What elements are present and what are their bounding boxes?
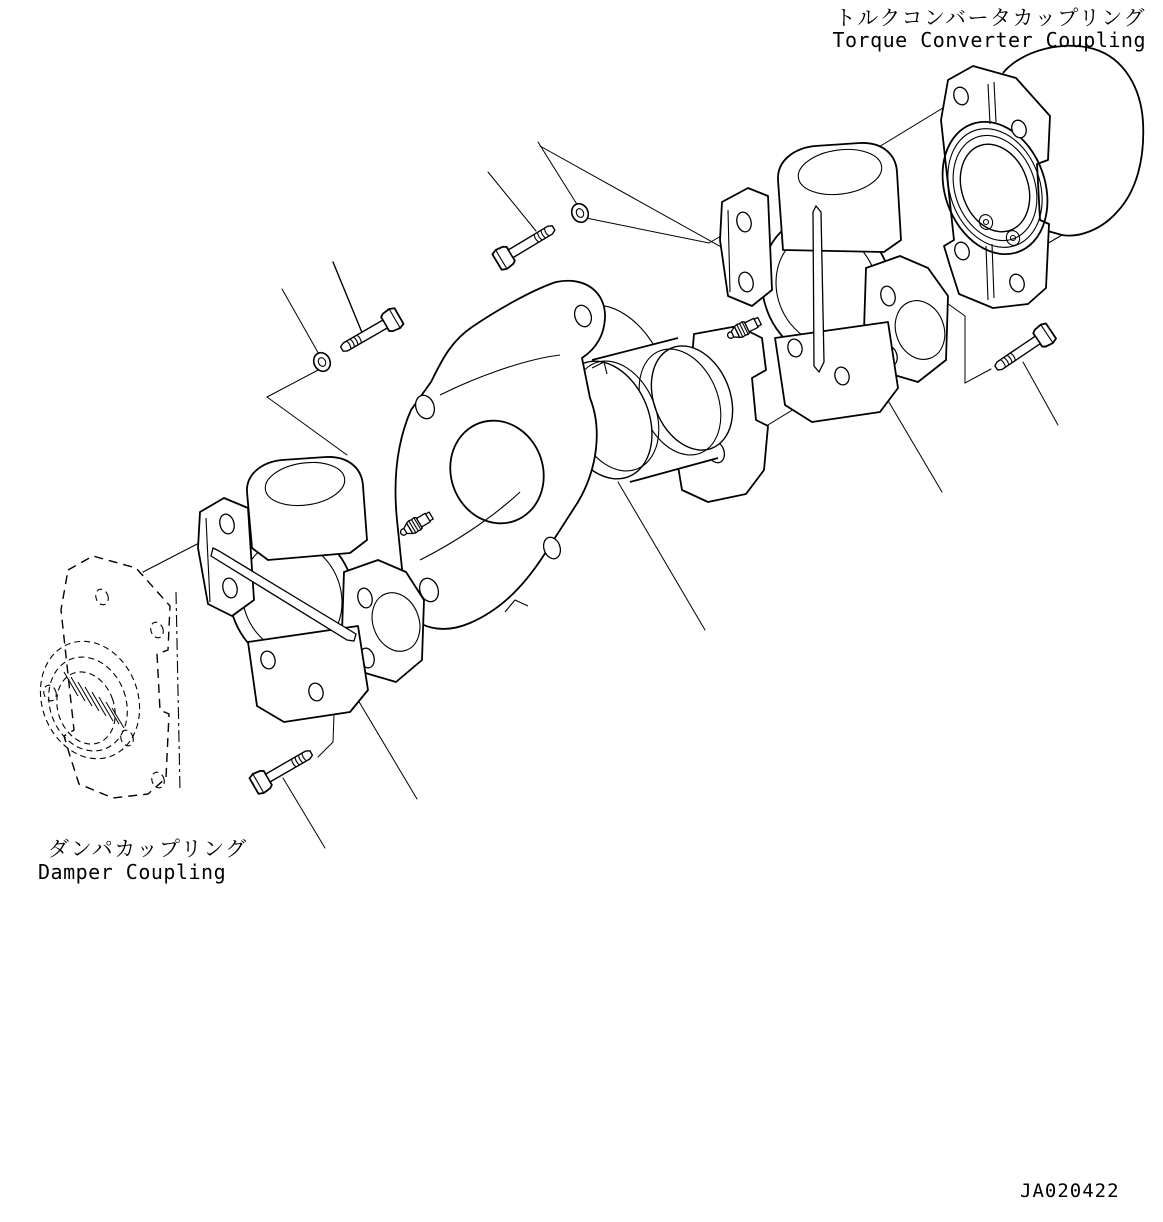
bearing-cap (778, 143, 901, 252)
label-torque-converter-coupling-jp: トルクコンバータカップリング (834, 6, 1146, 30)
leader-line (880, 387, 942, 492)
drawing-code: JA020422 (1020, 1180, 1120, 1202)
leader-line (283, 778, 325, 848)
shaft-left-yoke (396, 281, 606, 629)
bearing-cap (247, 457, 367, 560)
hex-bolt-right (990, 322, 1057, 377)
drive-shaft-drawing (396, 281, 768, 629)
torque-converter-coupling-drawing (925, 46, 1144, 308)
hex-bolt-left (336, 306, 404, 358)
label-torque-converter-coupling-en: Torque Converter Coupling (832, 28, 1146, 52)
leader-line (540, 146, 741, 258)
hex-bolt-top (491, 219, 559, 272)
right-universal-joint-drawing (720, 143, 953, 422)
label-damper-coupling-en: Damper Coupling (38, 860, 227, 884)
hex-bolt-bottom (249, 743, 317, 795)
leader-line (538, 142, 578, 206)
leader-line (1023, 362, 1058, 425)
leader-line (358, 700, 417, 799)
leader-line (333, 262, 363, 335)
leader-line (488, 172, 536, 231)
damper-coupling-drawing (24, 556, 180, 798)
label-damper-coupling-jp: ダンパカップリング (48, 837, 248, 861)
left-universal-joint-drawing (198, 457, 428, 722)
leader-line (282, 289, 320, 356)
washer-left (311, 350, 334, 374)
coupling-flange (61, 556, 170, 798)
leader-line (267, 368, 347, 455)
washer-top (569, 201, 592, 225)
leader-line (618, 482, 705, 630)
